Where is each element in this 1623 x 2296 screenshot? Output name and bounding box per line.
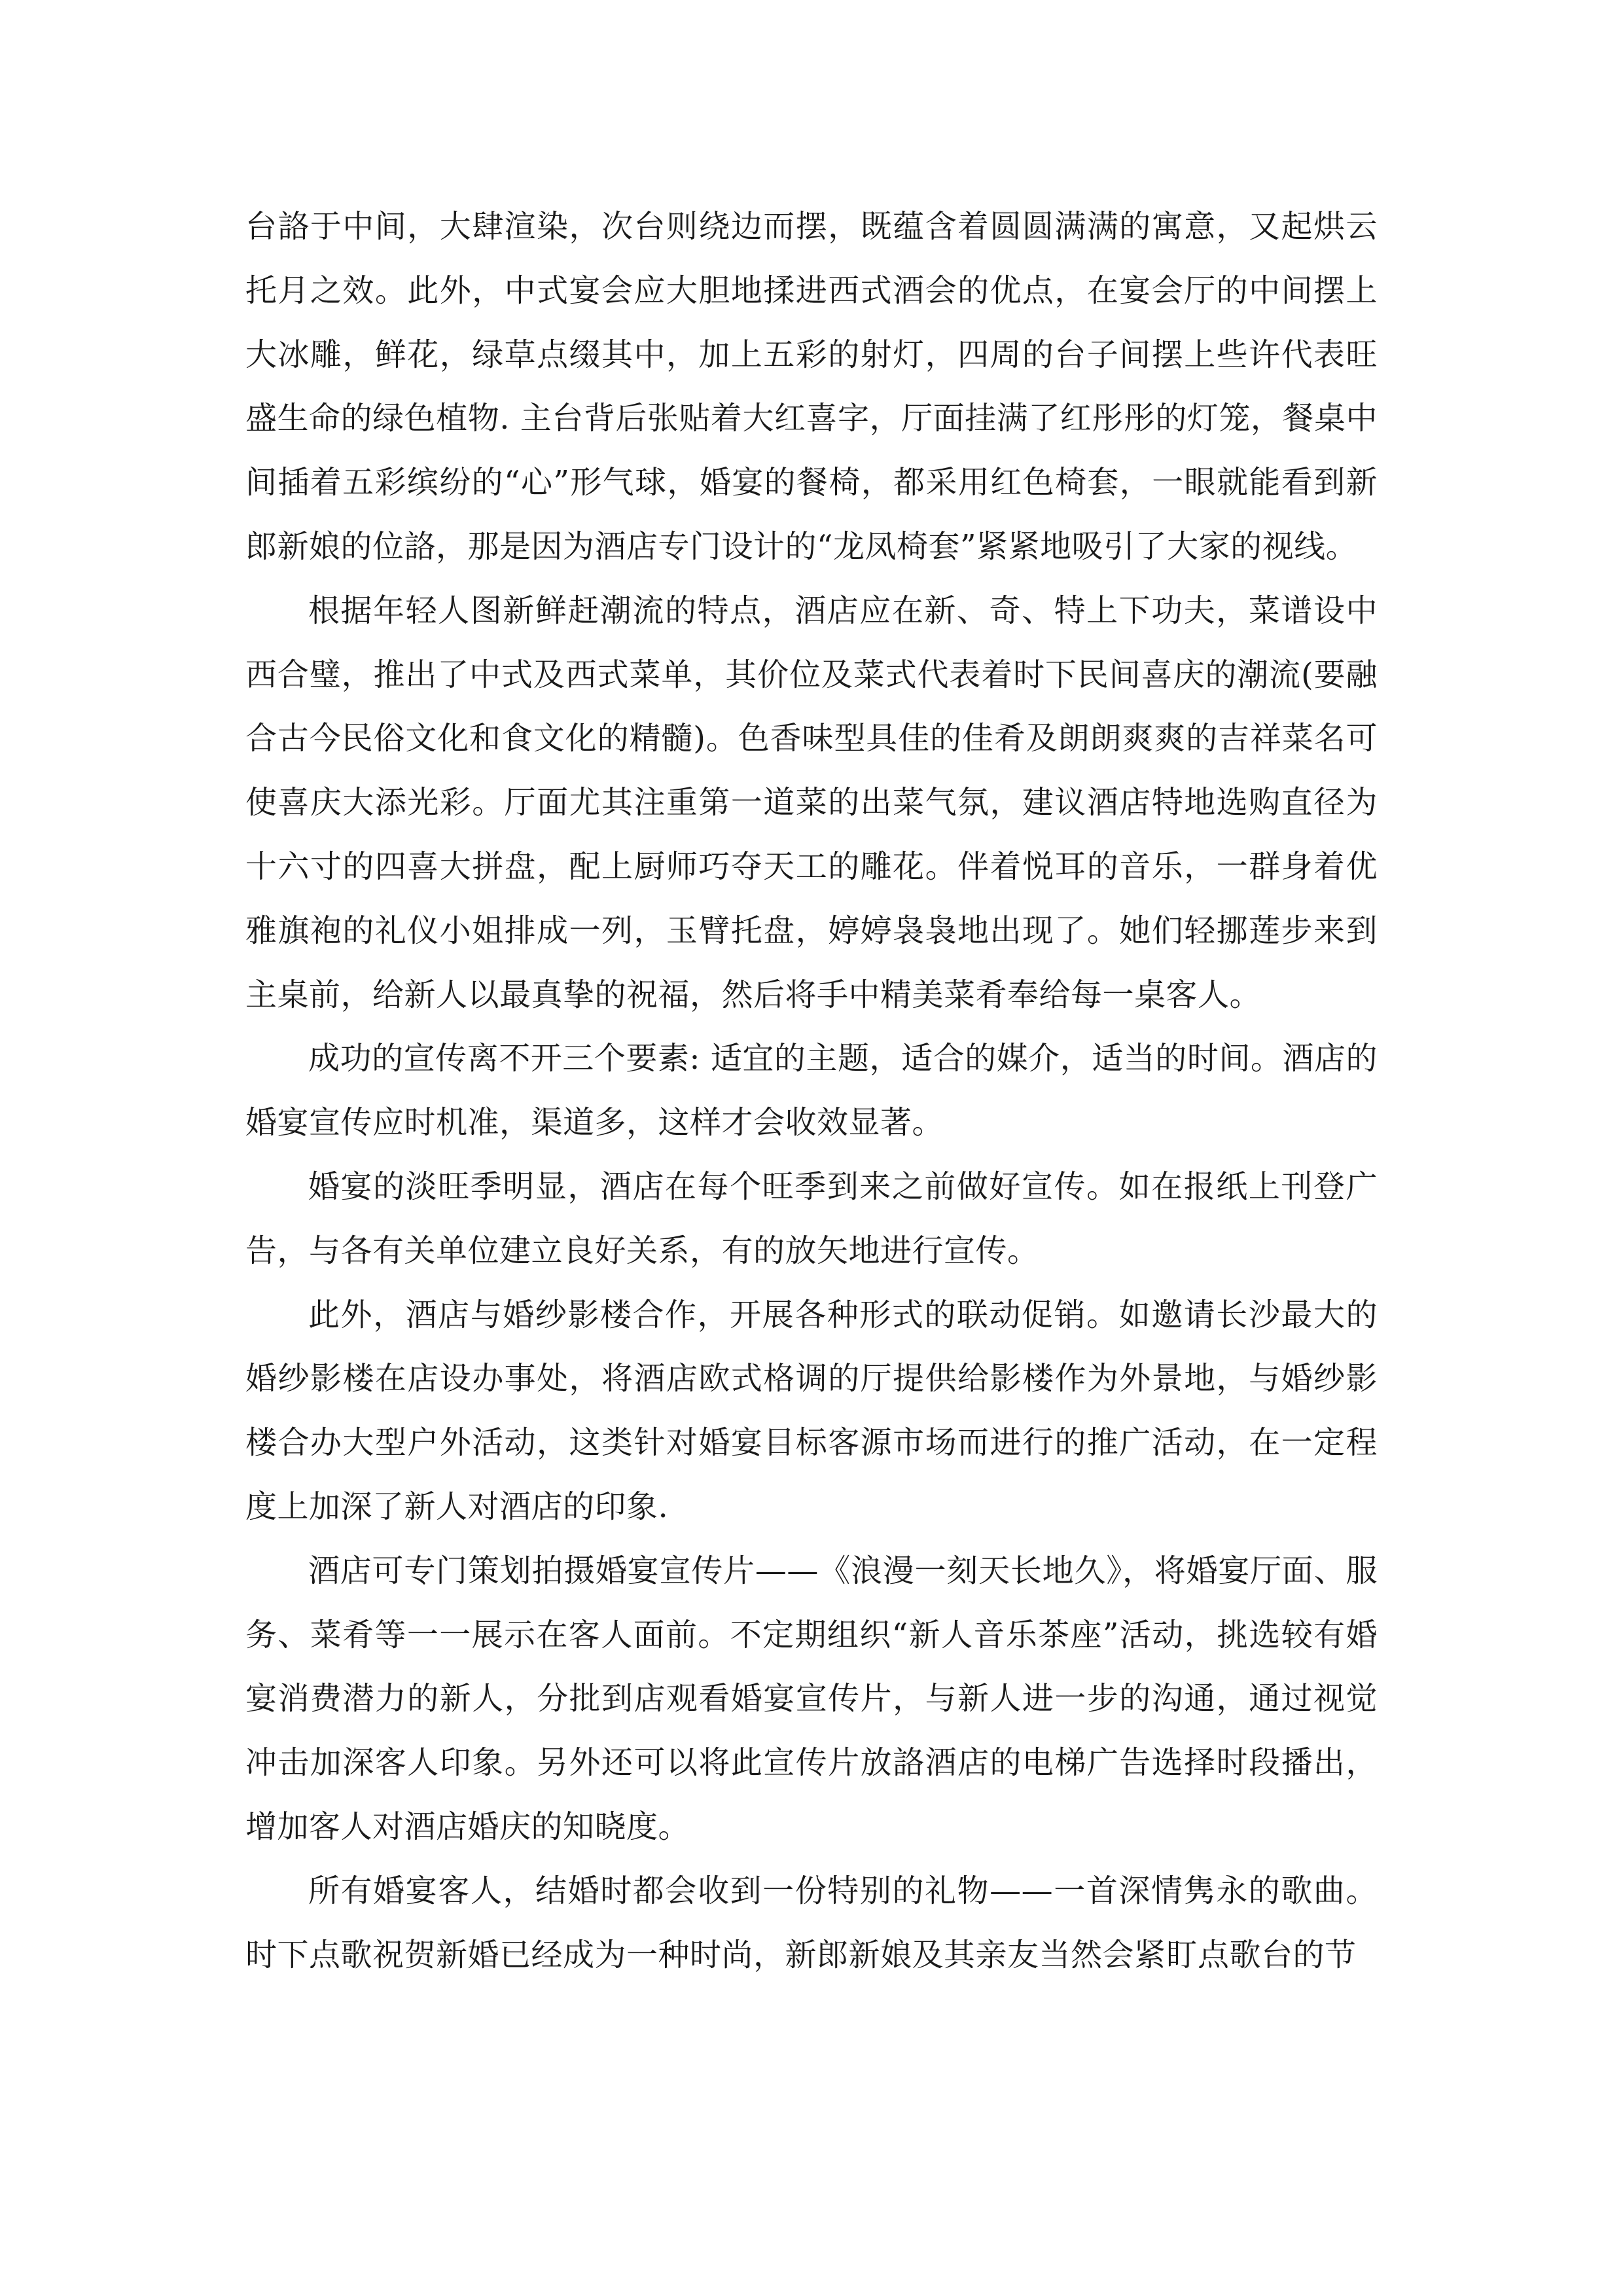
paragraph-menu-design: 根据年轻人图新鲜赶潮流的特点，酒店应在新、奇、特上下功夫，菜谱设中西合璧，推出了中式及西式菜单，其价位及菜式代表着时下民间喜庆的潮流(要融合古今民俗文化和食文化的精髓)。色香味型具佳的佳肴及朗朗爽爽的吉祥菜名可使喜庆大添光彩。厅面尤其注重第一道菜的出菜气氛，建议酒店特地选购直径为十六寸的四喜大拼盘，配上厨师巧夺天工的雕花。伴着悦耳的音乐，一群身着优雅旗袍的礼仪小姐排成一列，玉臂托盘，婷婷袅袅地出现了。她们轻挪莲步来到主桌前，给新人以最真挚的祝福，然后将手中精美菜肴奉给每一桌客人。 <box>245 592 1378 1013</box>
paragraph-bridal-studio-cooperation: 此外，酒店与婚纱影楼合作，开展各种形式的联动促销。如邀请长沙最大的婚纱影楼在店设办事处，将酒店欧式格调的厅提供给影楼作为外景地，与婚纱影楼合办大型户外活动，这类针对婚宴目标客源市场而进行的推广活动，在一定程度上加深了新人对酒店的印象. <box>245 1296 1378 1525</box>
paragraph-banquet-decoration: 台詻于中间，大肆渲染，次台则绕边而摆，既蕴含着圆圆满满的寓意，又起烘云托月之效。此外，中式宴会应大胆地揉进西式酒会的优点，在宴会厅的中间摆上大冰雕，鲜花，绿草点缀其中，加上五彩的射灯，四周的台子间摆上些许代表旺盛生命的绿色植物. 主台背后张贴着大红喜字，厅面挂满了红彤彤的灯笼，餐桌中间插着五彩缤纷的“心”形气球，婚宴的餐椅，都采用红色椅套，一眼就能看到新郎新娘的位詻，那是因为酒店专门设计的“龙凤椅套”紧紧地吸引了大家的视线。 <box>245 208 1378 565</box>
paragraph-promotion-elements: 成功的宣传离不开三个要素: 适宜的主题，适合的媒介，适当的时间。酒店的婚宴宣传应时机准，渠道多，这样才会收效显著。 <box>245 1040 1378 1141</box>
paragraph-promotional-film: 酒店可专门策划拍摄婚宴宣传片——《浪漫一刻天长地久》，将婚宴厅面、服务、菜肴等一一展示在客人面前。不定期组织“新人音乐茶座”活动，挑选较有婚宴消费潜力的新人，分批到店观看婚宴宣传片，与新人进一步的沟通，通过视觉冲击加深客人印象。另外还可以将此宣传片放詻酒店的电梯广告选择时段播出，增加客人对酒店婚庆的知晓度。 <box>245 1552 1378 1845</box>
paragraph-seasonal-promotion: 婚宴的淡旺季明显，酒店在每个旺季到来之前做好宣传。如在报纸上刊登广告，与各有关单位建立良好关系，有的放矢地进行宣传。 <box>245 1168 1378 1269</box>
paragraph-gift-song: 所有婚宴客人，结婚时都会收到一份特别的礼物——一首深情隽永的歌曲。时下点歌祝贺新婚已经成为一种时尚，新郎新娘及其亲友当然会紧盯点歌台的节 <box>245 1872 1378 1973</box>
body-text <box>245 195 1378 1987</box>
